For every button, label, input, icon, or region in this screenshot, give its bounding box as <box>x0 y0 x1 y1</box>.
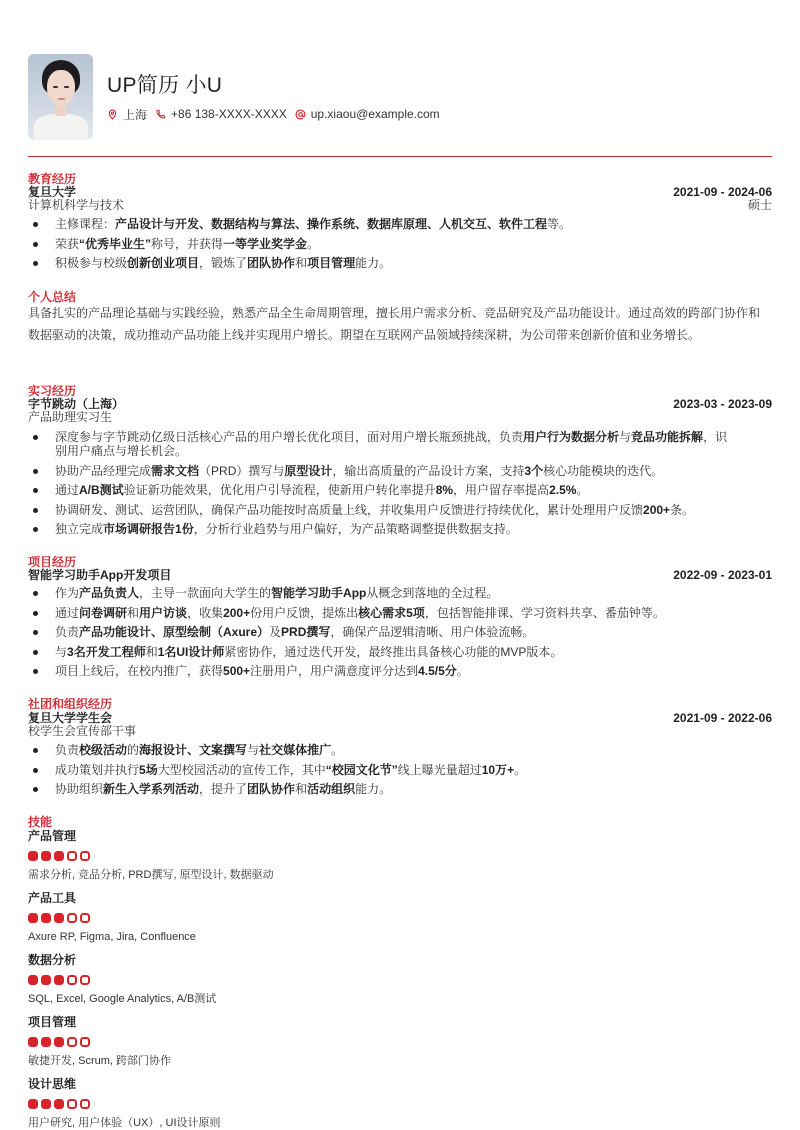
skill-item <box>28 1077 221 1130</box>
phone-text: +86 138-XXXX-XXXX <box>171 107 287 121</box>
section-title-club: 社团和组织经历 <box>28 697 113 711</box>
rating-dot-empty-icon <box>67 1099 77 1109</box>
rating-dot-filled-icon <box>54 975 64 985</box>
bullet-item: 通过问卷调研和用户访谈，收集200+份用户反馈，提炼出核心需求5项，包括智能排课、学习资料共享、番茄钟等。 <box>28 606 738 620</box>
education-degree: 硕士 <box>747 198 772 212</box>
project-name: 智能学习助手App开发项目 <box>28 568 172 582</box>
skill-item <box>28 891 196 944</box>
rating-dot-filled-icon <box>28 975 38 985</box>
internship-company: 字节跳动（上海） <box>28 397 125 411</box>
skill-level-rating <box>28 975 216 985</box>
rating-dot-empty-icon <box>80 975 90 985</box>
skill-level-rating <box>28 1099 221 1109</box>
skill-level-rating <box>28 1037 171 1047</box>
contact-email[interactable] <box>295 107 440 121</box>
skill-name: 项目管理 <box>28 1015 77 1029</box>
section-title-project: 项目经历 <box>28 555 77 569</box>
project-date: 2022-09 - 2023-01 <box>673 568 772 582</box>
bullet-item: 作为产品负责人，主导一款面向大学生的智能学习助手App从概念到落地的全过程。 <box>28 586 738 600</box>
phone-icon <box>155 109 166 120</box>
bullet-item: 深度参与字节跳动亿级日活核心产品的用户增长优化项目，面对用户增长瓶颈挑战，负责用户行为数据分析与竞品功能拆解，识别用户痛点与增长机会。 <box>28 430 738 458</box>
education-school: 复旦大学 <box>28 185 77 199</box>
bullet-item: 独立完成市场调研报告1份，分析行业趋势与用户偏好，为产品策略调整提供数据支持。 <box>28 522 738 536</box>
rating-dot-empty-icon <box>67 1037 77 1047</box>
club-date: 2021-09 - 2022-06 <box>673 711 772 725</box>
section-title-summary: 个人总结 <box>28 290 77 304</box>
project-bullets <box>28 586 738 684</box>
rating-dot-filled-icon <box>28 913 38 923</box>
rating-dot-filled-icon <box>41 913 51 923</box>
rating-dot-empty-icon <box>67 975 77 985</box>
skill-name: 数据分析 <box>28 953 77 967</box>
skill-item <box>28 953 216 1006</box>
rating-dot-filled-icon <box>28 1037 38 1047</box>
bullet-item: 主修课程：产品设计与开发、数据结构与算法、操作系统、数据库原理、人机交互、软件工程等。 <box>28 217 738 231</box>
rating-dot-filled-icon <box>28 1099 38 1109</box>
bullet-item: 协调研发、测试、运营团队，确保产品功能按时高质量上线，并收集用户反馈进行持续优化，累计处理用户反馈200+条。 <box>28 503 738 517</box>
internship-bullets <box>28 430 738 542</box>
education-bullets <box>28 217 738 276</box>
rating-dot-empty-icon <box>80 851 90 861</box>
contact-phone[interactable] <box>155 107 287 121</box>
internship-date: 2023-03 - 2023-09 <box>673 397 772 411</box>
resume-header <box>28 54 448 140</box>
rating-dot-filled-icon <box>41 975 51 985</box>
rating-dot-empty-icon <box>80 1037 90 1047</box>
skill-name: 产品工具 <box>28 891 77 905</box>
education-major: 计算机科学与技术 <box>28 198 125 212</box>
bullet-item: 与3名开发工程师和1名UI设计师紧密协作，通过迭代开发，最终推出具备核心功能的MVP版本。 <box>28 645 738 659</box>
rating-dot-empty-icon <box>67 913 77 923</box>
rating-dot-filled-icon <box>41 1099 51 1109</box>
bullet-item: 积极参与校级创新创业项目，锻炼了团队协作和项目管理能力。 <box>28 256 738 270</box>
bullet-item: 协助组织新生入学系列活动，提升了团队协作和活动组织能力。 <box>28 782 738 796</box>
skill-name: 产品管理 <box>28 829 77 843</box>
skill-tags: 需求分析, 竞品分析, PRD撰写, 原型设计, 数据驱动 <box>28 869 274 881</box>
skill-item <box>28 1015 171 1068</box>
rating-dot-filled-icon <box>28 851 38 861</box>
profile-photo <box>28 54 93 140</box>
skill-name: 设计思维 <box>28 1077 77 1091</box>
header-info <box>107 72 448 123</box>
bullet-item: 负责产品功能设计、原型绘制（Axure）及PRD撰写，确保产品逻辑清晰、用户体验流畅。 <box>28 625 738 639</box>
header-divider <box>28 156 772 157</box>
club-org: 复旦大学学生会 <box>28 711 113 725</box>
bullet-item: 负责校级活动的海报设计、文案撰写与社交媒体推广。 <box>28 743 738 757</box>
email-text: up.xiaou@example.com <box>310 107 440 121</box>
map-pin-icon <box>107 109 118 120</box>
rating-dot-filled-icon <box>54 1099 64 1109</box>
bullet-item: 通过A/B测试验证新功能效果，优化用户引导流程，使新用户转化率提升8%，用户留存率提高2.5%。 <box>28 483 738 497</box>
skill-level-rating <box>28 851 274 861</box>
skill-tags: Axure RP, Figma, Jira, Confluence <box>28 931 196 943</box>
bullet-item: 成功策划并执行5场大型校园活动的宣传工作，其中“校园文化节”线上曝光量超过10万+。 <box>28 763 738 777</box>
summary-text: 具备扎实的产品理论基础与实践经验，熟悉产品全生命周期管理，擅长用户需求分析、竞品研究及产品功能设计。通过高效的跨部门协作和数据驱动的决策，成功推动产品功能上线并实现用户增长。期望在互联网产品领域持续深耕，为公司带来创新价值和业务增长。 <box>28 306 761 342</box>
section-title-skills: 技能 <box>28 815 53 829</box>
rating-dot-empty-icon <box>67 851 77 861</box>
skill-item <box>28 829 274 882</box>
contact-location <box>107 106 147 123</box>
rating-dot-filled-icon <box>41 1037 51 1047</box>
rating-dot-empty-icon <box>80 913 90 923</box>
rating-dot-filled-icon <box>41 851 51 861</box>
skill-level-rating <box>28 913 196 923</box>
bullet-item: 荣获“优秀毕业生”称号，并获得一等学业奖学金。 <box>28 237 738 251</box>
rating-dot-filled-icon <box>54 851 64 861</box>
skill-tags: SQL, Excel, Google Analytics, A/B测试 <box>28 993 217 1005</box>
rating-dot-empty-icon <box>80 1099 90 1109</box>
skill-tags: 敏捷开发, Scrum, 跨部门协作 <box>28 1055 172 1067</box>
rating-dot-filled-icon <box>54 913 64 923</box>
section-title-internship: 实习经历 <box>28 384 77 398</box>
bullet-item: 协助产品经理完成需求文档（PRD）撰写与原型设计，输出高质量的产品设计方案，支持3个核心功能模块的迭代。 <box>28 464 738 478</box>
internship-role: 产品助理实习生 <box>28 410 113 424</box>
section-title-education: 教育经历 <box>28 172 77 186</box>
bullet-item: 项目上线后，在校内推广，获得500+注册用户，用户满意度评分达到4.5/5分。 <box>28 664 738 678</box>
club-role: 校学生会宣传部干事 <box>28 724 137 738</box>
club-bullets <box>28 743 738 802</box>
skill-tags: 用户研究, 用户体验（UX）, UI设计原则 <box>28 1117 221 1129</box>
contact-list <box>107 106 448 123</box>
at-sign-icon <box>295 109 306 120</box>
education-date: 2021-09 - 2024-06 <box>673 185 772 199</box>
candidate-name: UP简历 小U <box>107 73 223 97</box>
location-text: 上海 <box>123 107 148 122</box>
rating-dot-filled-icon <box>54 1037 64 1047</box>
